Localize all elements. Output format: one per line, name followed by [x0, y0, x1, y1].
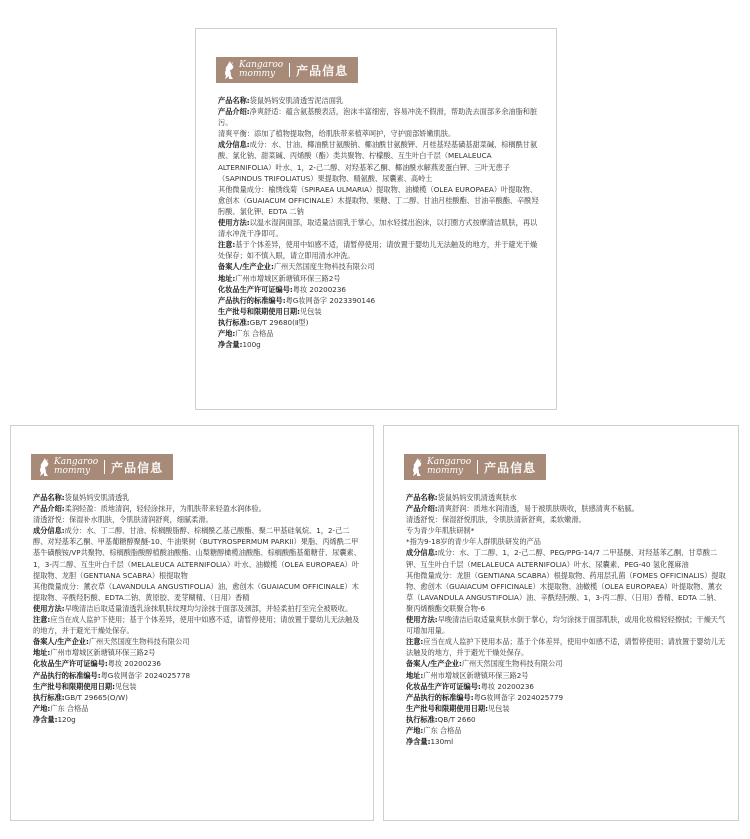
info-label: 成分信息:: [218, 140, 250, 150]
info-value: 广东 合格品: [423, 725, 462, 735]
logo-line-2: mommy: [427, 466, 464, 476]
info-label: 地址:: [406, 670, 424, 680]
info-label: 产品名称:: [406, 493, 438, 502]
info-value: GB/T 29665(O/W): [64, 692, 128, 702]
info-value: QB/T 2660: [437, 714, 476, 724]
product-info-body: [406, 492, 726, 747]
info-row: [218, 306, 544, 317]
info-row: [406, 614, 726, 636]
info-row: [406, 714, 726, 725]
info-value: GB/T 29680(Ⅱ型): [249, 317, 309, 327]
info-label: 注意:: [218, 240, 236, 250]
info-row: [33, 581, 361, 603]
banner-divider: [477, 460, 478, 474]
info-value: 净爽舒适：蕴含氨基酸表活，泡沫丰富细密，容易冲洗不假滑，帮助洗去面部多余油脂和脏污。: [218, 107, 538, 128]
info-value: 粤G妆网备字 2024025779: [473, 692, 564, 702]
logo-line-2: mommy: [54, 466, 91, 476]
info-value: 广州市增城区新塘镇环保三路2号: [235, 273, 341, 283]
product-info-banner: [31, 454, 173, 480]
info-row: [33, 647, 361, 658]
logo-line-1: Kangaroo: [54, 457, 99, 467]
info-label: 产地:: [406, 725, 424, 735]
info-row: [33, 681, 361, 692]
info-label: 产品执行的标准编号:: [406, 692, 474, 702]
logo-line-2: mommy: [239, 69, 276, 79]
info-value: 成分：水、甘油、椰油酰甘氨酸钠、椰油酰甘氨酸钾、月桂基羟基磺基甜菜碱、棕榈酰甘氨酸、氯化钠、甜菜碱、丙烯酸（酯）类共聚物、柠檬酸、互生叶白千层（MELALEUCA ALTERNIFOLIA）叶水、1，2-己二醇、对羟基苯乙酮、椰油酰水解燕麦蛋白钾、三叶无患子（SAPINDUS TRIFOLIATUS）果提取物、精氨酸、尿囊素、高岭土: [218, 140, 538, 183]
product-card-lotion: [10, 425, 374, 821]
kangaroo-icon: [410, 457, 424, 477]
info-row: [218, 261, 544, 272]
info-value: 广东 合格品: [50, 703, 89, 713]
info-value: 广州市增城区新塘镇环保三路2号: [423, 670, 529, 680]
info-value: 广州天然国度生物科技有限公司: [273, 262, 375, 272]
info-value: 其他微量成分：榆绣线菊（SPIRAEA ULMARIA）提取物、油橄榄（OLEA EUROPAEA）叶提取物、愈创木（GUAIACUM OFFICINALE）木提取物、果糖、丁二醇、甘油月桂酸酯、甘油辛酸酯、辛酰羟肟酸、氯化钾、EDTA 二钠: [218, 184, 539, 216]
info-value: 其他微量成分：龙胆（GENTIANA SCABRA）根提取物、药用层孔菌（FOMES OFFICINALIS）提取物、愈创木（GUAIACUM OFFICINALE）木提取物、油橄榄（OLEA EUROPAEA）叶提取物、薰衣草（LAVANDULA ANGUSTIFOLIA）油、辛酰羟肟酸、1，3-丙二醇、（日用）香精、EDTA 二钠、聚丙烯酸酯交联聚合物-6: [406, 570, 726, 613]
banner-title: 产品信息: [111, 460, 164, 475]
info-value: 见包装: [299, 306, 322, 316]
info-value: 专为青少年肌肤研制*: [406, 526, 475, 536]
kangaroo-mommy-logo: [410, 457, 471, 477]
info-row: [406, 725, 726, 736]
info-row: [33, 503, 361, 514]
info-label: 使用方法:: [33, 603, 65, 613]
info-row: [406, 636, 726, 658]
info-row: [218, 239, 544, 261]
info-value: 100g: [242, 340, 261, 350]
kangaroo-icon: [222, 60, 236, 80]
info-label: 生产批号和限期使用日期:: [218, 306, 300, 316]
info-label: 产品名称:: [33, 493, 65, 502]
info-row: [218, 328, 544, 339]
info-row: [218, 273, 544, 284]
info-value: 粤妆 20200236: [107, 659, 162, 669]
logo-line-1: Kangaroo: [239, 60, 284, 70]
info-row: [33, 636, 361, 647]
info-value: 见包装: [114, 681, 137, 691]
info-label: 产品介绍:: [406, 504, 438, 514]
info-label: 执行标准:: [218, 317, 250, 327]
info-label: 成分信息:: [33, 526, 65, 536]
info-row: [218, 139, 544, 183]
info-value: 应当在成人监护下使用；基于个体差异，使用中如感不适，请暂停使用；请放置于婴幼儿无法触及的地方，并于避光干燥处保存。: [33, 615, 360, 636]
info-value: 清爽舒润：质地水润清透，易于被肌肤吸收，肤感清爽不粘腻。: [437, 504, 639, 514]
info-row: [406, 681, 726, 692]
info-row: [218, 106, 544, 128]
banner-divider: [289, 63, 290, 77]
info-value: 早晚清洁后取适量清透乳涂抹肌肤纹理均匀涂抹于面部及颈部，并轻柔拍打至完全被吸收。: [64, 603, 353, 613]
info-label: 化妆品生产许可证编号:: [33, 659, 108, 669]
banner-title: 产品信息: [484, 460, 537, 475]
info-label: 生产批号和限期使用日期:: [33, 681, 115, 691]
info-label: 化妆品生产许可证编号:: [406, 681, 481, 691]
info-value: 清爽平衡：添加了植物提取物，给肌肤带来植萃呵护，守护面部娇嫩肌肤。: [218, 129, 456, 139]
info-value: 清透舒悦：保湿舒悦肌肤，令肌肤清新舒爽，柔软嫩滑。: [406, 515, 586, 525]
kangaroo-icon: [37, 457, 51, 477]
info-value: 其他微量成分：薰衣草（LAVANDULA ANGUSTIFOLIA）油、愈创木（GUAIACUM OFFICINALE）木提取物、辛酰羟肟酸、EDTA二钠、黄原胶、麦芽糊精、（日用）香精: [33, 581, 359, 602]
logo-line-1: Kangaroo: [427, 457, 472, 467]
info-label: 产品执行的标准编号:: [33, 670, 101, 680]
info-label: 产品介绍:: [33, 504, 65, 514]
product-card-cleanser: [195, 28, 557, 410]
info-label: 使用方法:: [406, 615, 438, 625]
info-row: [218, 339, 544, 350]
info-value: 早晚清洁后取适量爽肤水倒于掌心，均匀涂抹于面部肌肤，或用化妆棉轻轻擦拭；干燥天气可增加用量。: [406, 615, 726, 636]
info-label: 备案人/生产企业:: [218, 262, 274, 272]
info-label: 执行标准:: [406, 714, 438, 724]
info-label: 净含量:: [218, 340, 243, 350]
info-row: [406, 547, 726, 569]
info-row: [218, 317, 544, 328]
info-value: 广州天然国度生物科技有限公司: [461, 659, 563, 669]
info-row: [406, 670, 726, 681]
info-value: *指为9-18岁的青少年人群肌肤研发的产品: [406, 537, 541, 547]
kangaroo-mommy-logo: [37, 457, 98, 477]
info-row: [406, 514, 726, 525]
info-row: [218, 128, 544, 139]
info-label: 注意:: [406, 637, 424, 647]
banner-title: 产品信息: [296, 63, 349, 78]
info-label: 产品名称:: [218, 96, 250, 105]
info-row: [406, 692, 726, 703]
info-row: [406, 525, 726, 536]
info-value: 广东 合格品: [235, 328, 274, 338]
info-row: [33, 714, 361, 725]
info-label: 生产批号和限期使用日期:: [406, 703, 488, 713]
info-label: 产品介绍:: [218, 107, 250, 117]
info-value: 广州市增城区新塘镇环保三路2号: [50, 648, 156, 658]
info-label: 地址:: [33, 648, 51, 658]
info-row: [406, 492, 726, 503]
info-row: [406, 503, 726, 514]
info-label: 成分信息:: [406, 548, 438, 558]
info-row: [33, 670, 361, 681]
info-label: 备案人/生产企业:: [33, 637, 89, 647]
info-row: [406, 570, 726, 614]
info-value: 袋鼠妈妈安肌清透雪泥洁面乳: [249, 96, 344, 105]
info-value: 袋鼠妈妈安肌清透爽肤水: [437, 493, 517, 502]
info-row: [218, 284, 544, 295]
info-row: [406, 658, 726, 669]
info-label: 净含量:: [406, 737, 431, 747]
info-row: [406, 736, 726, 747]
info-label: 备案人/生产企业:: [406, 659, 462, 669]
info-value: 基于个体差异，使用中如感不适，请暂停使用；请放置于婴幼儿无法触及的地方，并于避光干燥处保存；如不慎入眼，请立即用清水冲洗。: [218, 240, 538, 261]
product-info-banner: [216, 57, 358, 83]
info-value: 柔润轻盈：质地清润，轻轻涂抹开，为肌肤带来轻盈水润体验。: [64, 504, 266, 514]
info-value: 袋鼠妈妈安肌清透乳: [64, 493, 130, 502]
product-info-body: [218, 95, 544, 350]
info-label: 地址:: [218, 273, 236, 283]
info-label: 化妆品生产许可证编号:: [218, 284, 293, 294]
info-value: 应当在成人监护下使用本品；基于个体差异，使用中如感不适，请暂停使用；请放置于婴幼儿无法触及的地方，并于避光干燥处保存。: [406, 637, 726, 658]
product-info-body: [33, 492, 361, 725]
info-value: 清透舒悦：保湿补水肌肤，令肌肤清润舒爽，细腻柔滑。: [33, 515, 213, 525]
info-value: 粤G妆网备字 2024025778: [100, 670, 191, 680]
info-value: 粤妆 20200236: [292, 284, 347, 294]
info-label: 注意:: [33, 615, 51, 625]
info-row: [218, 217, 544, 239]
info-row: [33, 658, 361, 669]
info-value: 成分：水、丁二醇、甘油、棕榈酸脂醇、棕榈酰乙基己酸酯、聚二甲基硅氧烷、1，2-己二醇、对羟基苯乙酮、甲基葡糖醇聚醚-10、牛油果树（BUTYROSPERMUM PARKII）果脂、丙烯酰二甲基牛磺酸铵/VP共聚物、棕榈酸脂酸醇植酸油酸酯、山梨糖醇橄榄油酸酯、棕榈酸酯基葡糖苷、尿囊素、1，3-丙二醇、互生叶白千层（MELALEUCA ALTERNIFOLIA）叶水、油橄榄（OLEA EUROPAEA）叶提取物、龙胆（GENTIANA SCABRA）根提取物: [33, 526, 361, 580]
info-value: 120g: [57, 714, 76, 724]
info-row: [33, 525, 361, 580]
info-label: 产地:: [218, 328, 236, 338]
info-value: 粤G妆网备字 2023390146: [285, 295, 376, 305]
info-label: 净含量:: [33, 714, 58, 724]
info-row: [33, 692, 361, 703]
info-value: 成分：水、丁二醇、1，2-己二醇、PEG/PPG-14/7 二甲基醚、对羟基苯乙酮、甘草酸二钾、互生叶白千层（MELALEUCA ALTERNIFOLIA）叶水、尿囊素、PEG-40 氢化蓖麻油: [406, 548, 718, 569]
info-value: 粤妆 20200236: [480, 681, 535, 691]
info-row: [218, 95, 544, 106]
info-value: 见包装: [487, 703, 510, 713]
product-card-toner: [383, 425, 739, 821]
info-row: [406, 536, 726, 547]
info-row: [33, 614, 361, 636]
info-value: 广州天然国度生物科技有限公司: [88, 637, 190, 647]
info-row: [406, 703, 726, 714]
info-value: 以温水湿润面部，取适量洁面乳于掌心，加水轻揉出泡沫，以打圈方式按摩清洁肌肤，再以清水冲洗干净即可。: [218, 218, 538, 239]
product-info-banner: [404, 454, 546, 480]
info-value: 130ml: [430, 737, 454, 747]
info-row: [33, 514, 361, 525]
info-row: [33, 603, 361, 614]
info-row: [218, 295, 544, 306]
info-row: [218, 184, 544, 217]
kangaroo-mommy-logo: [222, 60, 283, 80]
banner-divider: [104, 460, 105, 474]
info-label: 产品执行的标准编号:: [218, 295, 286, 305]
info-label: 执行标准:: [33, 692, 65, 702]
info-label: 产地:: [33, 703, 51, 713]
info-row: [33, 492, 361, 503]
info-row: [33, 703, 361, 714]
info-label: 使用方法:: [218, 218, 250, 228]
